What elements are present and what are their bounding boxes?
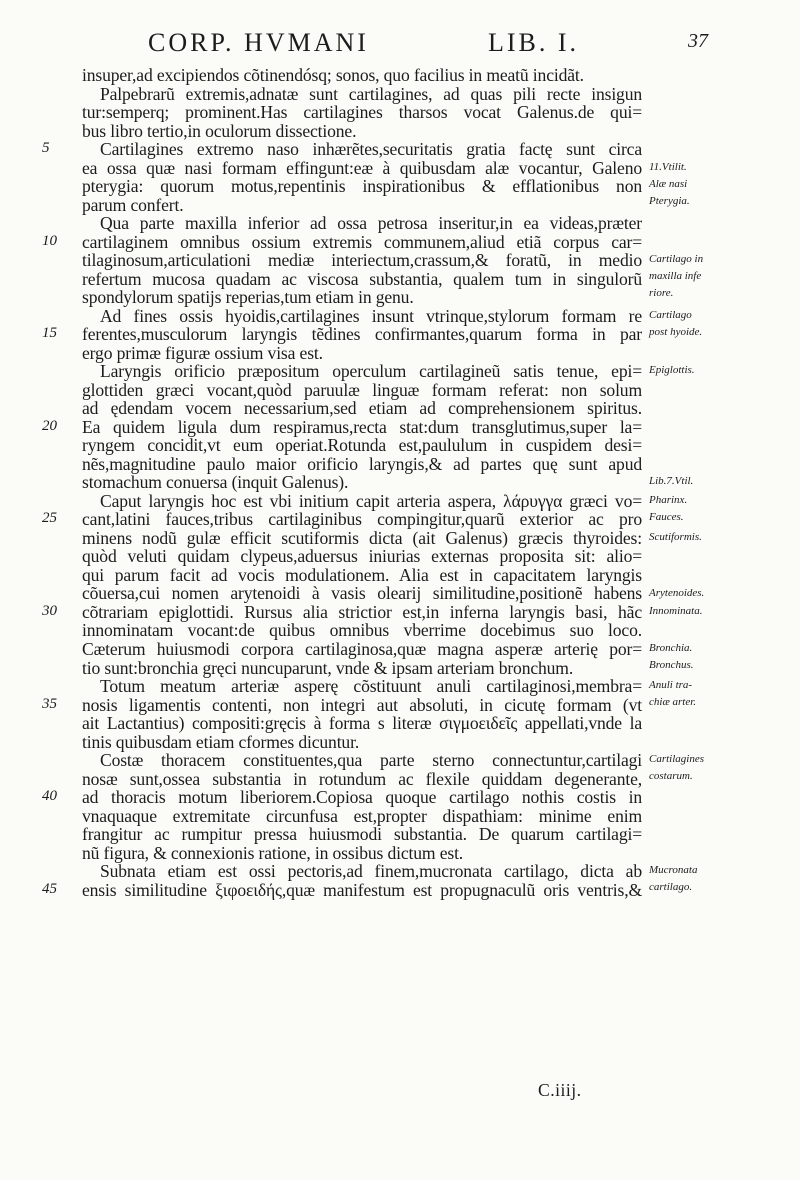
text-line: refertum mucosa quadam ac viscosa substantia, qualem tum in singulorũ <box>82 268 642 289</box>
margin-note <box>649 473 693 490</box>
line-number: 5 <box>42 140 50 157</box>
margin-note <box>649 307 702 341</box>
running-head <box>148 28 708 58</box>
text-line: cartilaginem omnibus ossium extremis communem,aliud etiã corpus car= <box>82 231 642 252</box>
text-line: ad ędendam vocem necessarium,sed etiam ad comprehensionem spiritus. <box>82 398 642 419</box>
margin-note <box>649 677 696 711</box>
margin-note-line: chiæ arter. <box>649 696 697 709</box>
text-line: nũ figura, & connexionis ratione, in ossibus dictum est. <box>82 842 464 863</box>
margin-note-line: Cartilago in <box>649 253 704 266</box>
text-line: ferentes,musculorum laryngis tẽdines confirmantes,quarum forma in par <box>82 324 642 345</box>
margin-note-line: Bronchia. <box>649 642 693 655</box>
text-line: cõtrariam epiglottidi. Rursus alia strictior est,in inferna laryngis basi, hãc <box>82 601 642 622</box>
page-number: 37 <box>688 30 708 52</box>
margin-note <box>649 529 702 546</box>
text-line: pterygia: quorum motus,repentinis inspirationibus & efflationibus non <box>82 176 642 197</box>
text-line: bus libro tertio,in oculorum dissectione. <box>82 120 357 141</box>
margin-note <box>649 585 704 602</box>
text-line: tinis quibusdam etiam cformes dicuntur. <box>82 731 360 752</box>
text-line: tio sunt:bronchia gręci nuncuparunt, vnde & ipsam arteriam bronchum. <box>82 657 574 678</box>
text-line: innominatam vocant:de quibus omnibus vberrime docebimus suo loco. <box>82 620 642 641</box>
text-line: parum confert. <box>82 194 184 215</box>
margin-note <box>649 862 697 896</box>
text-line: quòd veluti quidam clypeus,aduersus iniurias externas proposita sit: alio= <box>82 546 642 567</box>
margin-note-line: Mucronata <box>649 864 698 877</box>
margin-note <box>649 492 687 526</box>
margin-note-line: Fauces. <box>649 510 684 523</box>
margin-note-line: costarum. <box>649 770 693 783</box>
text-line: nosæ sunt,ossea substantia in rotundum ac flexile quiddam degenerante, <box>82 768 642 789</box>
text-line: Subnata etiam est ossi pectoris,ad finem,mucronata cartilago, dicta ab <box>100 861 642 882</box>
text-line: nẽs,magnitudine paulo maior orificio laryngis,& ad partes quę sunt apud <box>82 453 642 474</box>
text-line: cõuersa,cui nomen arytenoidi à vasis olearij similitudine,positionẽ habens <box>82 583 642 604</box>
margin-note-line: Pharinx. <box>649 493 688 506</box>
margin-note-line: Arytenoides. <box>649 586 705 599</box>
text-line: ryngem concidit,vt eum operiat.Rotunda est,paululum in cuspidem desi= <box>82 435 642 456</box>
text-line: Cartilagines extremo naso inhærẽtes,securitatis gratia factę sunt circa <box>100 139 642 160</box>
text-line: Totum meatum arteriæ asperę cõstituunt anuli cartilaginosi,membra= <box>100 676 642 697</box>
margin-note-line: cartilago. <box>649 881 693 894</box>
margin-note-line: 11.Vtilit. <box>649 160 687 173</box>
margin-note-line: Lib.7.Vtil. <box>649 475 694 488</box>
line-number: 30 <box>42 603 57 620</box>
margin-note-line: post hyoide. <box>649 325 703 338</box>
margin-note-line: Alæ nasi <box>649 177 688 190</box>
margin-note-line: Bronchus. <box>649 659 694 672</box>
text-line: ensis similitudine ξιφοειδής,quæ manifestum est propugnaculũ oris ventris,& <box>82 879 642 900</box>
margin-note-line: Cartilago <box>649 308 692 321</box>
line-number: 35 <box>42 695 57 712</box>
running-head-title: CORP. HVMANI <box>148 28 369 57</box>
margin-note-line: Pterygia. <box>649 194 690 207</box>
text-line: stomachum conuersa (inquit Galenus). <box>82 472 349 493</box>
text-line: Qua parte maxilla inferior ad ossa petrosa inseritur,in ea videas,præter <box>100 213 642 234</box>
margin-note-line: Epiglottis. <box>649 364 695 377</box>
text-line: Ea quidem ligula dum respiramus,recta stat:dum transglutimus,super la= <box>82 416 642 437</box>
text-line: ergo primæ figuræ ossium visa est. <box>82 342 323 363</box>
line-number: 15 <box>42 325 57 342</box>
text-line: Costæ thoracem constituentes,qua parte sterno connectuntur,cartilagi <box>100 750 642 771</box>
text-line: nosis ligamentis contenti, non integri aut absoluti, in cicutę formam (vt <box>82 694 642 715</box>
margin-note-line: riore. <box>649 287 674 300</box>
text-line: Caput laryngis hoc est vbi initium capit arteria aspera, λάρυγγα græci vo= <box>100 490 642 511</box>
margin-note-line: Innominata. <box>649 605 703 618</box>
text-line: vnaquaque extremitate circunfusa est,propter dispathiam: minime enim <box>82 805 642 826</box>
margin-note <box>649 251 703 302</box>
margin-note <box>649 362 695 379</box>
line-number: 25 <box>42 510 57 527</box>
main-text-block <box>82 66 642 899</box>
text-line: Palpebrarũ extremis,adnatæ sunt cartilagines, ad quas pili recte insigun <box>100 83 642 104</box>
text-line: insuper,ad excipiendos cõtinendósq; sonos, quo facilius in meatũ incidãt. <box>82 65 584 85</box>
margin-note-line: Cartilagines <box>649 753 705 766</box>
text-line: tilaginosum,articulationi mediæ interiectum,crassum,& foratũ, in medio <box>82 250 642 271</box>
margin-note <box>649 603 702 620</box>
margin-note-line: Scutiformis. <box>649 531 702 543</box>
text-line: glottiden græci vocant,quòd paruulæ linguæ formam referat: non solum <box>82 379 642 400</box>
line-number: 10 <box>42 232 57 249</box>
text-line: qui parum facit ad vocis modulationem. Alia est in capacitatem laryngis <box>82 564 642 585</box>
text-line: ad thoracis motum liberiorem.Copiosa quoque cartilago nothis costis in <box>82 787 642 808</box>
text-line: cant,latini fauces,tribus cartilaginibus compingitur,quarũ exterior ac pro <box>82 509 642 530</box>
text-line: tur:semperq; prominent.Has cartilagines tharsos vocat Galenus.de qui= <box>82 102 642 123</box>
signature-mark: C.iiij. <box>538 1080 582 1100</box>
text-line: Laryngis orificio præpositum operculum cartilagineũ satis tenue, epi= <box>100 361 642 382</box>
margin-note <box>649 640 694 674</box>
margin-note-line: maxilla infe <box>649 270 702 283</box>
text-line: ait Lactantius) compositi:gręcis à forma s literæ σιγμοειδεῖς appellati,vnde la <box>82 713 642 734</box>
line-number: 40 <box>42 788 57 805</box>
text-line: ea ossa quæ nasi formam effingunt:eæ à quibusdam alæ vocantur, Galeno <box>82 157 642 178</box>
running-head-book: LIB. I. <box>488 28 580 57</box>
margin-note <box>649 751 704 785</box>
line-number: 45 <box>42 880 57 897</box>
text-line: frangitur ac rumpitur pressa huiusmodi substantia. De quarum cartilagi= <box>82 824 642 845</box>
text-line: Cæterum huiusmodi corpora cartilaginosa,quæ magna asperæ arterię por= <box>82 638 642 659</box>
margin-note <box>649 159 690 210</box>
margin-note-line: Anuli tra- <box>649 679 693 692</box>
line-number: 20 <box>42 417 57 434</box>
text-line: Ad fines ossis hyoidis,cartilagines insunt vtrinque,stylorum formam re <box>100 305 642 326</box>
text-line: spondylorum spatijs reperias,tum etiam in genu. <box>82 287 414 308</box>
text-line: minens nodũ gulæ efficit scutiformis dicta (ait Galenus) græcis thyroides: <box>82 527 642 548</box>
